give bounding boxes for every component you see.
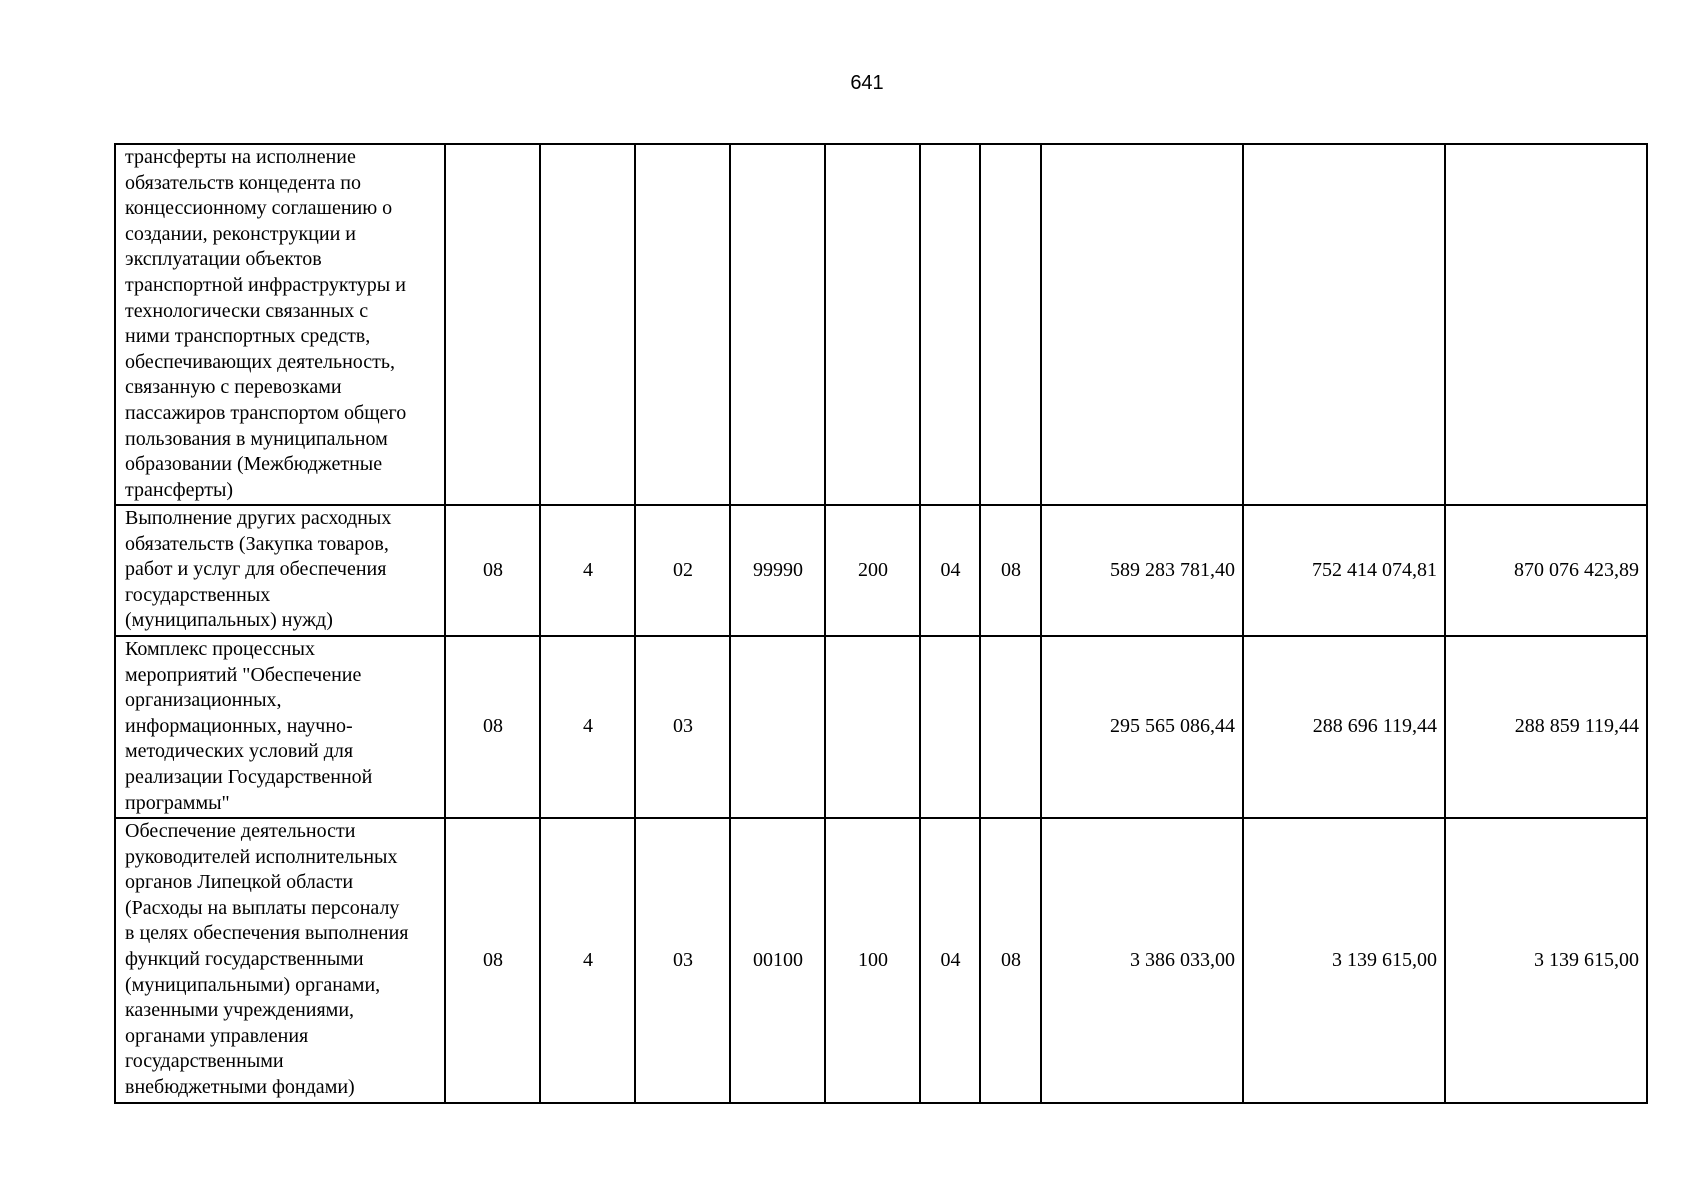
code-cell-3: 03 [635,818,730,1103]
code-cell-7 [980,636,1041,818]
row-description: Обеспечение деятельности руководителей исполнительных органов Липецкой области (Расходы на выплаты персоналу в целях обеспечения выполнения функций государственными (муниципальными) органами, казенными учреждениями, органами управления государственными внебюджетными фондами) [125,820,409,1098]
row-description: Выполнение других расходных обязательств (Закупка товаров, работ и услуг для обеспечения государственных (муниципальных) нужд) [125,507,392,632]
code-cell-2 [540,144,635,505]
code-cell-5 [825,144,920,505]
row-description-cell [115,505,445,636]
code-cell-1: 08 [445,505,540,636]
amount-cell-3: 870 076 423,89 [1445,505,1647,636]
code-cell-1: 08 [445,818,540,1103]
amount-cell-1 [1041,144,1243,505]
table-row [115,636,1647,818]
row-description-cell [115,818,445,1103]
code-cell-4: 99990 [730,505,825,636]
code-cell-6: 04 [920,505,980,636]
code-cell-6 [920,636,980,818]
code-cell-6: 04 [920,818,980,1103]
code-cell-5 [825,636,920,818]
code-cell-4 [730,144,825,505]
row-description-cell [115,636,445,818]
amount-cell-1: 589 283 781,40 [1041,505,1243,636]
table-row [115,505,1647,636]
amount-cell-1: 3 386 033,00 [1041,818,1243,1103]
code-cell-1: 08 [445,636,540,818]
code-cell-3: 03 [635,636,730,818]
code-cell-4 [730,636,825,818]
amount-cell-2: 3 139 615,00 [1243,818,1445,1103]
code-cell-7: 08 [980,818,1041,1103]
code-cell-2: 4 [540,636,635,818]
amount-cell-2: 752 414 074,81 [1243,505,1445,636]
row-description-cell [115,144,445,505]
page-number: 641 [850,72,884,94]
budget-table [114,143,1648,1104]
code-cell-5: 200 [825,505,920,636]
amount-cell-3: 288 859 119,44 [1445,636,1647,818]
code-cell-7: 08 [980,505,1041,636]
code-cell-4: 00100 [730,818,825,1103]
code-cell-6 [920,144,980,505]
amount-cell-2 [1243,144,1445,505]
amount-cell-3 [1445,144,1647,505]
amount-cell-2: 288 696 119,44 [1243,636,1445,818]
table-row [115,818,1647,1103]
row-description: трансферты на исполнение обязательств концедента по концессионному соглашению о создании, реконструкции и эксплуатации объектов транспортной инфраструктуры и технологически связанных с ними транспортных средств, обеспечивающих деятельность, связанную с перевозками пассажиров транспортом общего пользования в муниципальном образовании (Межбюджетные трансферты) [125,146,407,501]
table-row [115,144,1647,505]
row-description: Комплекс процессных мероприятий "Обеспечение организационных, информационных, научно- методических условий для реализации Государственной программы" [125,638,373,814]
amount-cell-3: 3 139 615,00 [1445,818,1647,1103]
code-cell-2: 4 [540,818,635,1103]
code-cell-3: 02 [635,505,730,636]
amount-cell-1: 295 565 086,44 [1041,636,1243,818]
code-cell-5: 100 [825,818,920,1103]
code-cell-2: 4 [540,505,635,636]
code-cell-3 [635,144,730,505]
code-cell-1 [445,144,540,505]
code-cell-7 [980,144,1041,505]
